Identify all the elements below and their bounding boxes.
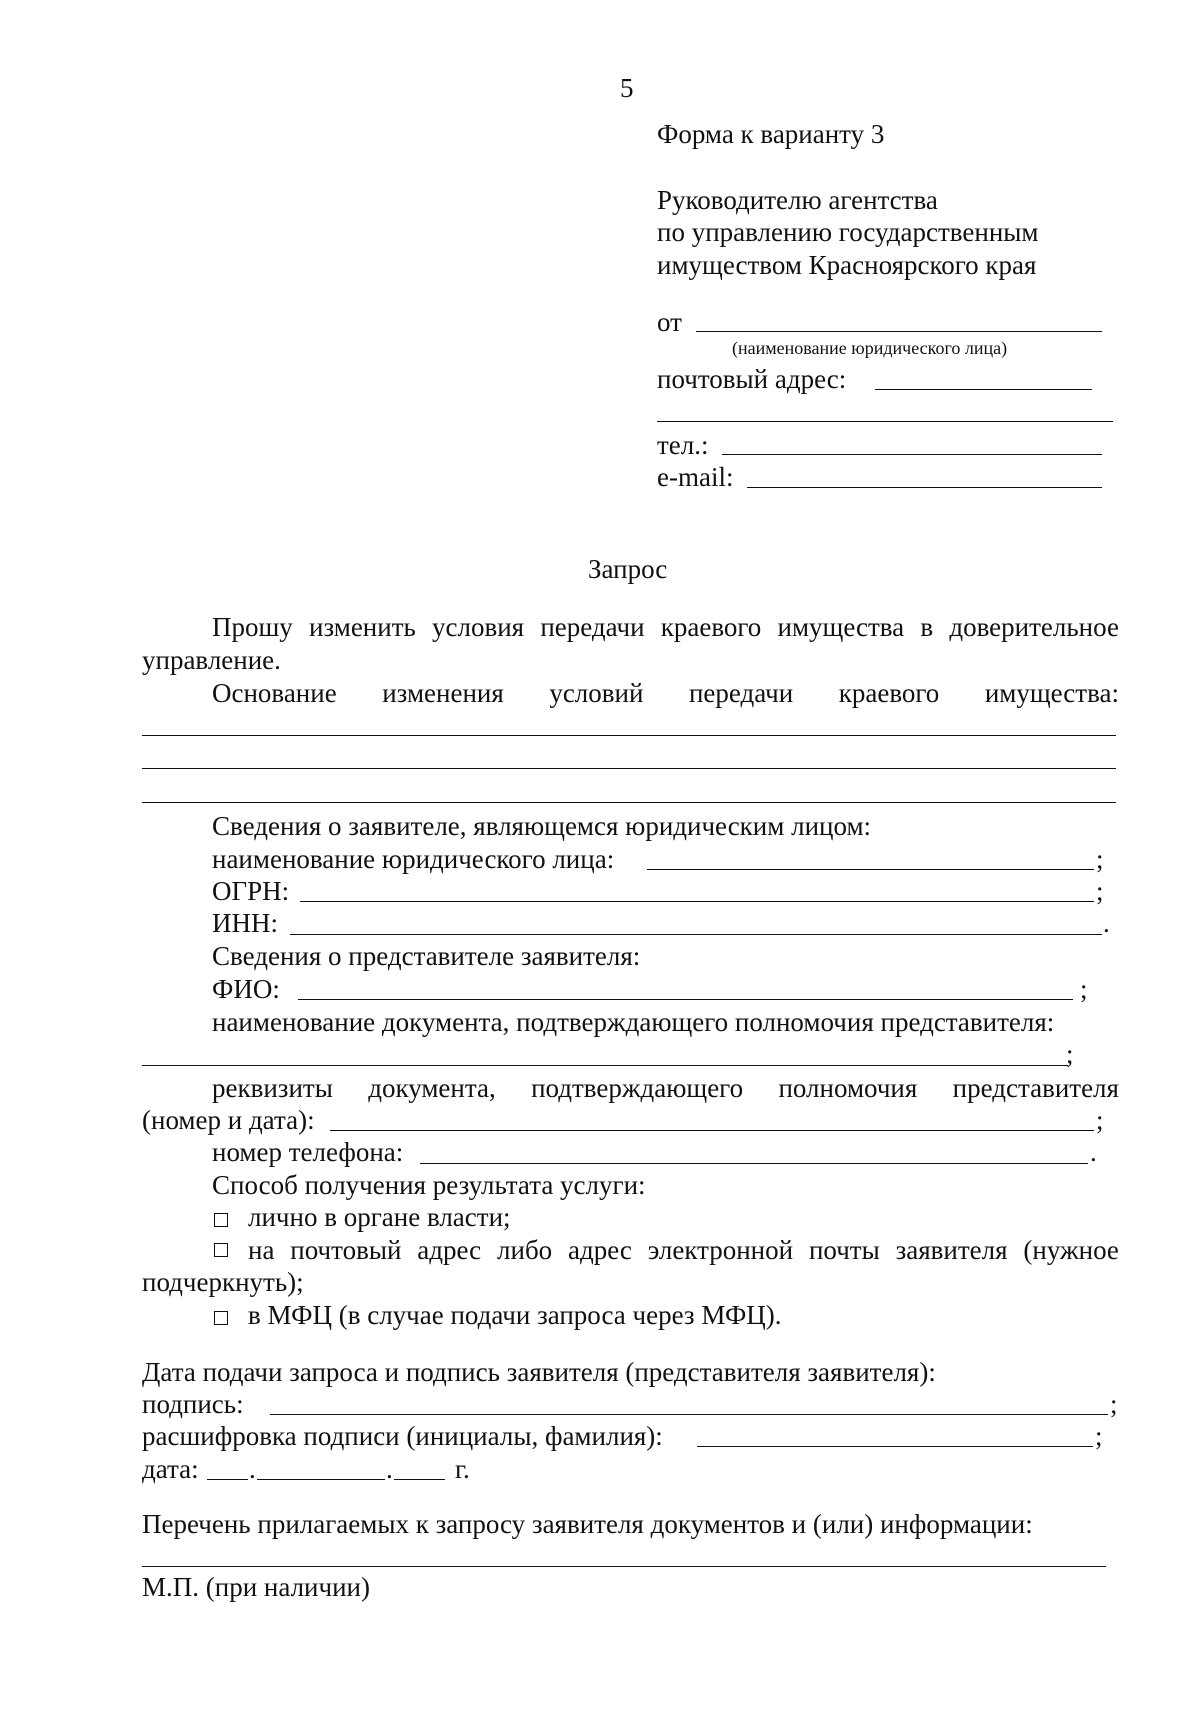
basis-word: краевого — [838, 678, 940, 708]
option-mfc-label: в МФЦ (в случае подачи запроса через МФЦ). — [248, 1300, 782, 1330]
request-line-2: управление. — [142, 645, 281, 675]
email-field-line[interactable] — [747, 487, 1102, 488]
applicant-name-field-line[interactable] — [647, 869, 1094, 870]
doc-requisites-word: представителя — [952, 1073, 1119, 1103]
option-mail-word: либо — [497, 1235, 553, 1265]
date-year-field-line[interactable] — [394, 1479, 445, 1480]
email-label: e-mail: — [657, 462, 734, 492]
phone-field-line[interactable] — [722, 454, 1102, 455]
option-mail-word: адрес — [417, 1235, 482, 1265]
option-mail-word: электронной — [647, 1235, 794, 1265]
doc-requisites-word: полномочия — [778, 1073, 918, 1103]
representative-heading: Сведения о представителе заявителя: — [212, 941, 641, 971]
basis-word: условий — [549, 678, 644, 708]
inn-label: ИНН: — [212, 908, 278, 938]
request-line-1 — [212, 611, 1119, 643]
option-mail[interactable] — [214, 1234, 1119, 1266]
inn-field-line[interactable] — [290, 934, 1102, 935]
doc-requisites-field-line[interactable] — [330, 1130, 1094, 1131]
semicolon: ; — [1096, 1105, 1104, 1135]
request-word: условия — [432, 612, 525, 642]
result-method-heading: Способ получения результата услуги: — [212, 1170, 646, 1200]
basis-field-line-2[interactable] — [142, 768, 1116, 769]
option-in-person-label: лично в органе власти; — [248, 1202, 511, 1232]
request-word: краевого — [660, 612, 762, 642]
checkbox[interactable] — [214, 1311, 228, 1325]
semicolon: ; — [1066, 1039, 1074, 1069]
request-word: доверительное — [949, 612, 1119, 642]
applicant-name-label: наименование юридического лица: — [212, 844, 615, 874]
from-caption: (наименование юридического лица) — [732, 338, 1008, 358]
addressee-line-1: Руководителю агентства — [657, 185, 938, 215]
option-mail-word: заявителя — [895, 1235, 1008, 1265]
attachments-heading: Перечень прилагаемых к запросу заявителя документов и (или) информации: — [142, 1509, 1033, 1539]
request-word: изменить — [309, 612, 416, 642]
doc-requisites-label: (номер и дата): — [142, 1105, 315, 1135]
doc-requisites-line — [212, 1072, 1119, 1104]
basis-line — [212, 677, 1119, 709]
basis-word: Основание — [212, 678, 337, 708]
option-mail-line-2: подчеркнуть); — [142, 1267, 304, 1297]
basis-word: передачи — [688, 678, 794, 708]
basis-word: имущества: — [984, 678, 1119, 708]
request-word: Прошу — [212, 612, 293, 642]
applicant-heading: Сведения о заявителе, являющемся юридическим лицом: — [212, 811, 872, 841]
option-mail-word: (нужное — [1023, 1235, 1119, 1265]
semicolon: ; — [1095, 1421, 1103, 1451]
ogrn-label: ОГРН: — [212, 876, 290, 906]
fio-label: ФИО: — [212, 974, 280, 1004]
signature-decode-field-line[interactable] — [697, 1446, 1093, 1447]
period: . — [1090, 1137, 1097, 1167]
doc-requisites-word: документа, — [368, 1073, 496, 1103]
date-separator: . — [386, 1454, 393, 1484]
option-in-person[interactable] — [214, 1201, 511, 1233]
stamp-label: М.П. (при наличии) — [142, 1572, 370, 1602]
doc-requisites-word: реквизиты — [212, 1073, 333, 1103]
page-number: 5 — [620, 73, 634, 103]
request-word: в — [920, 612, 934, 642]
option-mfc[interactable] — [214, 1299, 782, 1331]
semicolon: ; — [1110, 1389, 1118, 1419]
doc-name-field-line[interactable] — [142, 1065, 1068, 1066]
attachments-field-line[interactable] — [142, 1566, 1106, 1567]
from-label: от — [657, 307, 682, 337]
semicolon: ; — [1096, 844, 1104, 874]
postal-address-label: почтовый адрес: — [657, 364, 847, 394]
doc-name-label: наименование документа, подтверждающего полномочия представителя: — [212, 1007, 1055, 1037]
option-mail-word: на — [248, 1235, 275, 1265]
addressee-line-3: имуществом Красноярского края — [657, 250, 1037, 280]
date-label: дата: — [142, 1454, 199, 1484]
semicolon: ; — [1096, 876, 1104, 906]
document-title: Запрос — [588, 554, 668, 584]
basis-field-line-3[interactable] — [142, 802, 1116, 803]
option-mail-word: почты — [808, 1235, 880, 1265]
signature-heading: Дата подачи запроса и подпись заявителя (представителя заявителя): — [142, 1357, 936, 1387]
date-separator: . — [249, 1454, 256, 1484]
period: . — [1103, 908, 1110, 938]
phone-label: тел.: — [657, 430, 709, 460]
date-day-field-line[interactable] — [207, 1479, 248, 1480]
year-suffix: г. — [455, 1454, 470, 1484]
request-word: передачи — [540, 612, 645, 642]
ogrn-field-line[interactable] — [300, 901, 1094, 902]
form-label: Форма к варианту 3 — [657, 119, 885, 149]
postal-address-second-line[interactable] — [657, 421, 1113, 422]
option-mail-word: почтовый — [290, 1235, 402, 1265]
date-month-field-line[interactable] — [257, 1479, 385, 1480]
basis-word: изменения — [382, 678, 504, 708]
request-word: имущества — [777, 612, 905, 642]
postal-address-field-line[interactable] — [875, 389, 1092, 390]
option-mail-label — [248, 1234, 1119, 1266]
fio-field-line[interactable] — [298, 999, 1073, 1000]
semicolon: ; — [1080, 974, 1088, 1004]
basis-field-line-1[interactable] — [142, 735, 1116, 736]
checkbox[interactable] — [214, 1243, 228, 1257]
rep-phone-field-line[interactable] — [420, 1163, 1088, 1164]
checkbox[interactable] — [214, 1213, 228, 1227]
from-field-line[interactable] — [696, 331, 1102, 332]
signature-decode-label: расшифровка подписи (инициалы, фамилия): — [142, 1421, 663, 1451]
addressee-line-2: по управлению государственным — [657, 217, 1039, 247]
signature-label: подпись: — [142, 1389, 244, 1419]
rep-phone-label: номер телефона: — [212, 1137, 404, 1167]
option-mail-word: адрес — [568, 1235, 632, 1265]
doc-requisites-word: подтверждающего — [531, 1073, 744, 1103]
signature-field-line[interactable] — [270, 1414, 1108, 1415]
